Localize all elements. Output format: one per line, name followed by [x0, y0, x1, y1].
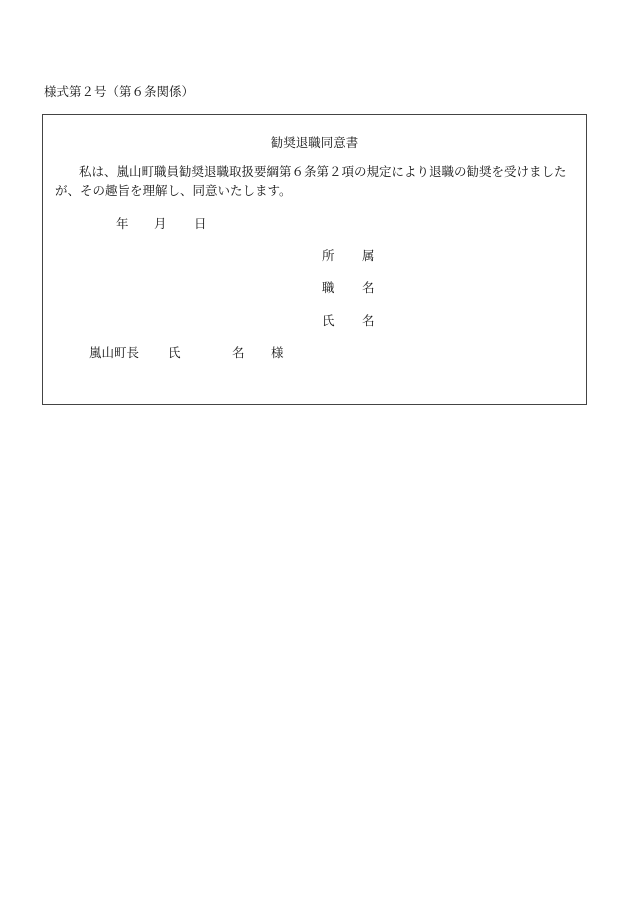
addressee-title: 嵐山町長 [89, 345, 140, 360]
form-number-label: 様式第２号（第６条関係） [44, 84, 195, 99]
position-label-char2: 名 [362, 280, 375, 295]
date-year-label: 年 [116, 216, 129, 231]
addressee-mei: 名 [232, 345, 245, 360]
document-title: 勧奨退職同意書 [270, 135, 359, 150]
name-label-char1: 氏 [322, 313, 335, 328]
affiliation-label-char1: 所 [322, 248, 335, 263]
date-day-label: 日 [194, 216, 207, 231]
name-label-char2: 名 [362, 313, 375, 328]
addressee-honorific: 様 [271, 345, 284, 360]
consent-statement: 私は、嵐山町職員勧奨退職取扱要綱第６条第２項の規定により退職の勧奨を受けましたが、その趣旨を理解し、同意いたします。 [55, 164, 567, 198]
date-month-label: 月 [154, 216, 167, 231]
consent-form-box [42, 114, 587, 405]
position-label-char1: 職 [322, 280, 335, 295]
affiliation-label-char2: 属 [362, 248, 375, 263]
addressee-shi: 氏 [168, 345, 181, 360]
